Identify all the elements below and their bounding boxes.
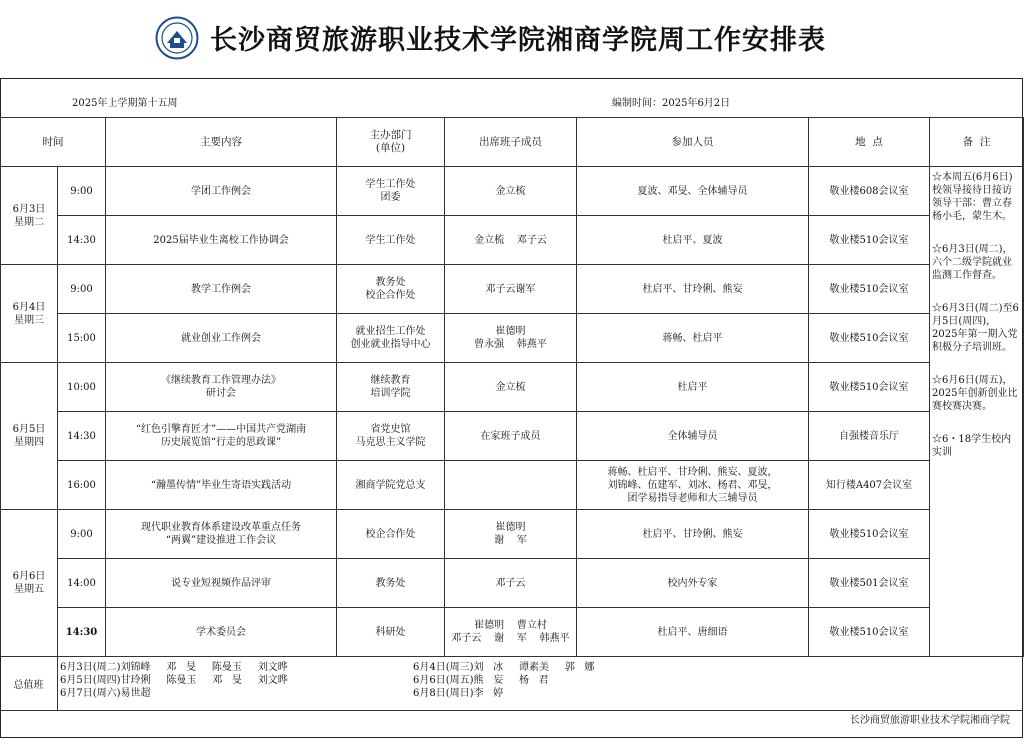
- cell-line: 团学易指导老师和大三辅导员: [627, 492, 758, 504]
- leaders-cell: [445, 510, 577, 559]
- content-cell: [106, 559, 337, 608]
- note-item: ☆本周五(6月6日)校领导接待日接访领导干部：曹立春杨小毛，蒙生木。: [932, 172, 1013, 222]
- cell-line: 杜启平、夏波: [662, 234, 723, 246]
- day-weekday: 星期四: [14, 437, 44, 448]
- col-header-location: 地 点: [809, 118, 930, 167]
- cell-line: 杜启平: [677, 381, 708, 393]
- day-date: 6月5日: [12, 424, 46, 435]
- content-cell: [106, 608, 337, 657]
- col-header-participants: 参加人员: [577, 118, 809, 167]
- time-cell: 14:30: [58, 412, 106, 461]
- location-cell: 知行楼A407会议室: [809, 461, 930, 510]
- location-cell: 自强楼音乐厅: [809, 412, 930, 461]
- cell-line: 校企合作处: [365, 290, 416, 301]
- cell-line: 现代职业教育体系建设改革重点任务: [141, 522, 301, 533]
- col-header-time: 时间: [1, 118, 106, 167]
- leaders-cell: [445, 363, 577, 412]
- table-row: [1, 314, 1024, 363]
- cell-line: 全体辅导员: [667, 430, 718, 442]
- cell-line: 说专业短视频作品评审: [171, 577, 271, 589]
- cell-line: 创业就业指导中心: [350, 339, 431, 350]
- participants-cell: [577, 265, 809, 314]
- col-header-leaders: 出席班子成员: [445, 118, 577, 167]
- day-date: 6月4日: [12, 301, 46, 313]
- cell-line: “瀚墨传情”毕业生寄语实践活动: [150, 479, 292, 491]
- table-row: [1, 608, 1024, 657]
- cell-line: 邓子云: [495, 577, 526, 589]
- time-cell: 15:00: [58, 314, 106, 363]
- time-cell: 14:30: [58, 216, 106, 265]
- participants-cell: [577, 510, 809, 559]
- footer-institution: 长沙商贸旅游职业技术学院湘商学院: [850, 715, 1010, 726]
- cell-line: 教务处: [375, 577, 406, 589]
- cell-line: 培训学院: [370, 388, 411, 399]
- content-cell: [106, 314, 337, 363]
- location-cell: 敬业楼510会议室: [809, 314, 930, 363]
- cell-line: “两翼”建设推进工作会议: [165, 535, 277, 546]
- semester-label: 2025年上学期第十五周: [72, 98, 178, 109]
- day-cell: [1, 510, 58, 657]
- duty-line: 6月4日(周三)刘 冰 谭素美 郭 娜: [413, 662, 595, 673]
- cell-line: 学术委员会: [196, 626, 246, 638]
- cell-line: 崔德明: [495, 326, 526, 337]
- page-title: 长沙商贸旅游职业技术学院湘商学院周工作安排表: [210, 25, 826, 56]
- cell-line: 学生工作处: [365, 179, 416, 190]
- table-row: [1, 167, 1024, 216]
- duty-line: 6月3日(周二)刘锦峰 邓 旻 陈曼玉 刘文晔: [60, 662, 288, 673]
- cell-line: 《继续教育工作管理办法》: [161, 375, 281, 386]
- content-cell: [106, 216, 337, 265]
- day-date: 6月6日: [12, 571, 46, 582]
- time-cell: 14:00: [58, 559, 106, 608]
- time-cell: 10:00: [58, 363, 106, 412]
- duty-roster: [0, 656, 1023, 710]
- dept-cell: [337, 608, 445, 657]
- sub-header: [0, 78, 1024, 118]
- duty-line: 6月7日(周六)易世超: [60, 688, 151, 699]
- content-cell: [106, 412, 337, 461]
- schedule-table: [0, 117, 1024, 657]
- content-cell: [106, 363, 337, 412]
- cell-line: 省党史馆: [370, 424, 411, 435]
- note-item: ☆6月3日(周二)至6月5日(周四)，2025年第一期入党积极分子培训班。: [932, 303, 1019, 353]
- cell-line: 校内外专家: [667, 577, 718, 589]
- time-cell: 14:30: [58, 608, 106, 657]
- participants-cell: [577, 167, 809, 216]
- note-item: ☆6月3日(周二)，六个二级学院就业监测工作督查。: [932, 244, 1013, 281]
- table-row: [1, 265, 1024, 314]
- participants-cell: [577, 608, 809, 657]
- location-cell: 敬业楼510会议室: [809, 608, 930, 657]
- cell-line: 杜启平、甘玲俐、熊妄: [642, 528, 743, 540]
- leaders-cell: [445, 216, 577, 265]
- cell-line: 崔德明: [495, 522, 526, 533]
- cell-line: 金立梳 邓子云: [474, 234, 547, 246]
- leaders-cell: [445, 314, 577, 363]
- school-logo-icon: [155, 16, 199, 60]
- day-weekday: 星期二: [14, 216, 44, 228]
- col-header-notes: 备 注: [930, 118, 1024, 167]
- participants-cell: [577, 314, 809, 363]
- table-row: [1, 363, 1024, 412]
- cell-line: 就业创业工作例会: [181, 332, 261, 344]
- table-row: [1, 216, 1024, 265]
- dept-cell: [337, 363, 445, 412]
- participants-cell: [577, 461, 809, 510]
- location-cell: 敬业楼510会议室: [809, 363, 930, 412]
- note-item: ☆6月6日(周五)，2025年创新创业比赛校赛决赛。: [932, 375, 1018, 412]
- duty-label: 总值班: [0, 656, 58, 710]
- dept-header-sub: (单位): [375, 142, 406, 154]
- cell-line: 研讨会: [206, 388, 236, 399]
- time-cell: 16:00: [58, 461, 106, 510]
- location-cell: 敬业楼608会议室: [809, 167, 930, 216]
- dept-cell: [337, 314, 445, 363]
- leaders-cell: [445, 412, 577, 461]
- notes-cell: [930, 167, 1024, 657]
- table-row: [1, 510, 1024, 559]
- cell-line: 湘商学院党总支: [355, 479, 426, 491]
- time-cell: 9:00: [58, 167, 106, 216]
- cell-line: 金立梳: [495, 381, 526, 393]
- cell-line: 刘锦峰、伍建军、刘冰、杨君、邓旻，: [607, 479, 778, 491]
- location-cell: 敬业楼510会议室: [809, 216, 930, 265]
- duty-line: 6月6日(周五)熊 妄 杨 君: [413, 675, 549, 686]
- location-cell: 敬业楼501会议室: [809, 559, 930, 608]
- table-header-row: [1, 118, 1024, 167]
- cell-line: 继续教育: [370, 375, 411, 386]
- leaders-cell: [445, 265, 577, 314]
- day-weekday: 星期三: [14, 314, 44, 326]
- cell-line: 科研处: [375, 626, 406, 638]
- cell-line: 蒋畅、杜启平: [662, 332, 723, 344]
- leaders-cell: [445, 461, 577, 510]
- leaders-cell: [445, 167, 577, 216]
- cell-line: 金立梳: [495, 185, 526, 197]
- col-header-dept: [337, 118, 445, 167]
- col-header-content: 主要内容: [106, 118, 337, 167]
- cell-line: 曾永强 韩燕平: [474, 339, 547, 350]
- dept-cell: [337, 265, 445, 314]
- note-item: ☆6・18学生校内实训: [932, 434, 1012, 458]
- cell-line: “红色引擎育匠才”——中国共产党湖南: [135, 424, 307, 435]
- cell-line: 在家班子成员: [480, 430, 541, 442]
- cell-line: 杜启平、唐细语: [657, 626, 728, 638]
- cell-line: 2025届毕业生离校工作协调会: [153, 234, 289, 246]
- participants-cell: [577, 412, 809, 461]
- cell-line: 崔德明 曹立村: [474, 620, 547, 631]
- day-weekday: 星期五: [14, 584, 44, 595]
- day-cell: [1, 265, 58, 363]
- location-cell: 敬业楼510会议室: [809, 265, 930, 314]
- cell-line: 邓子云 谢 军 韩燕平: [451, 633, 570, 644]
- cell-line: 马克思主义学院: [355, 437, 426, 448]
- cell-line: 谢 军: [494, 535, 527, 546]
- cell-line: 夏波、邓旻、全体辅导员: [637, 185, 748, 197]
- page-header: [0, 0, 1024, 78]
- time-cell: 9:00: [58, 510, 106, 559]
- content-cell: [106, 167, 337, 216]
- dept-cell: [337, 216, 445, 265]
- cell-line: 邓子云谢军: [485, 283, 536, 295]
- cell-line: 学生工作处: [365, 234, 416, 246]
- cell-line: 就业招生工作处: [355, 326, 426, 337]
- content-cell: [106, 265, 337, 314]
- dept-cell: [337, 461, 445, 510]
- compiled-date: 编制时间：2025年6月2日: [612, 98, 731, 109]
- content-cell: [106, 510, 337, 559]
- day-cell: [1, 167, 58, 265]
- cell-line: 学团工作例会: [191, 185, 251, 197]
- participants-cell: [577, 216, 809, 265]
- cell-line: 历史展览馆“行走的思政课”: [160, 437, 282, 448]
- content-cell: [106, 461, 337, 510]
- dept-cell: [337, 559, 445, 608]
- table-row: [1, 559, 1024, 608]
- cell-line: 教务处: [375, 277, 406, 288]
- participants-cell: [577, 363, 809, 412]
- cell-line: 蒋畅、杜启平、甘玲俐、熊妄、夏波，: [607, 466, 778, 478]
- cell-line: 教学工作例会: [191, 283, 251, 295]
- table-row: [1, 412, 1024, 461]
- leaders-cell: [445, 559, 577, 608]
- duty-line: 6月8日(周日)李 婷: [413, 688, 504, 699]
- dept-cell: [337, 167, 445, 216]
- day-date: 6月3日: [12, 203, 46, 215]
- location-cell: 敬业楼510会议室: [809, 510, 930, 559]
- day-cell: [1, 363, 58, 510]
- dept-cell: [337, 412, 445, 461]
- cell-line: 校企合作处: [365, 528, 416, 540]
- participants-cell: [577, 559, 809, 608]
- leaders-cell: [445, 608, 577, 657]
- dept-cell: [337, 510, 445, 559]
- dept-header-line: 主办部门: [369, 129, 412, 141]
- time-cell: 9:00: [58, 265, 106, 314]
- duty-line: 6月5日(周四)甘玲俐 陈曼玉 邓 旻 刘文晔: [60, 675, 288, 686]
- table-row: [1, 461, 1024, 510]
- cell-line: 团委: [380, 192, 401, 203]
- cell-line: 杜启平、甘玲俐、熊妄: [642, 283, 743, 295]
